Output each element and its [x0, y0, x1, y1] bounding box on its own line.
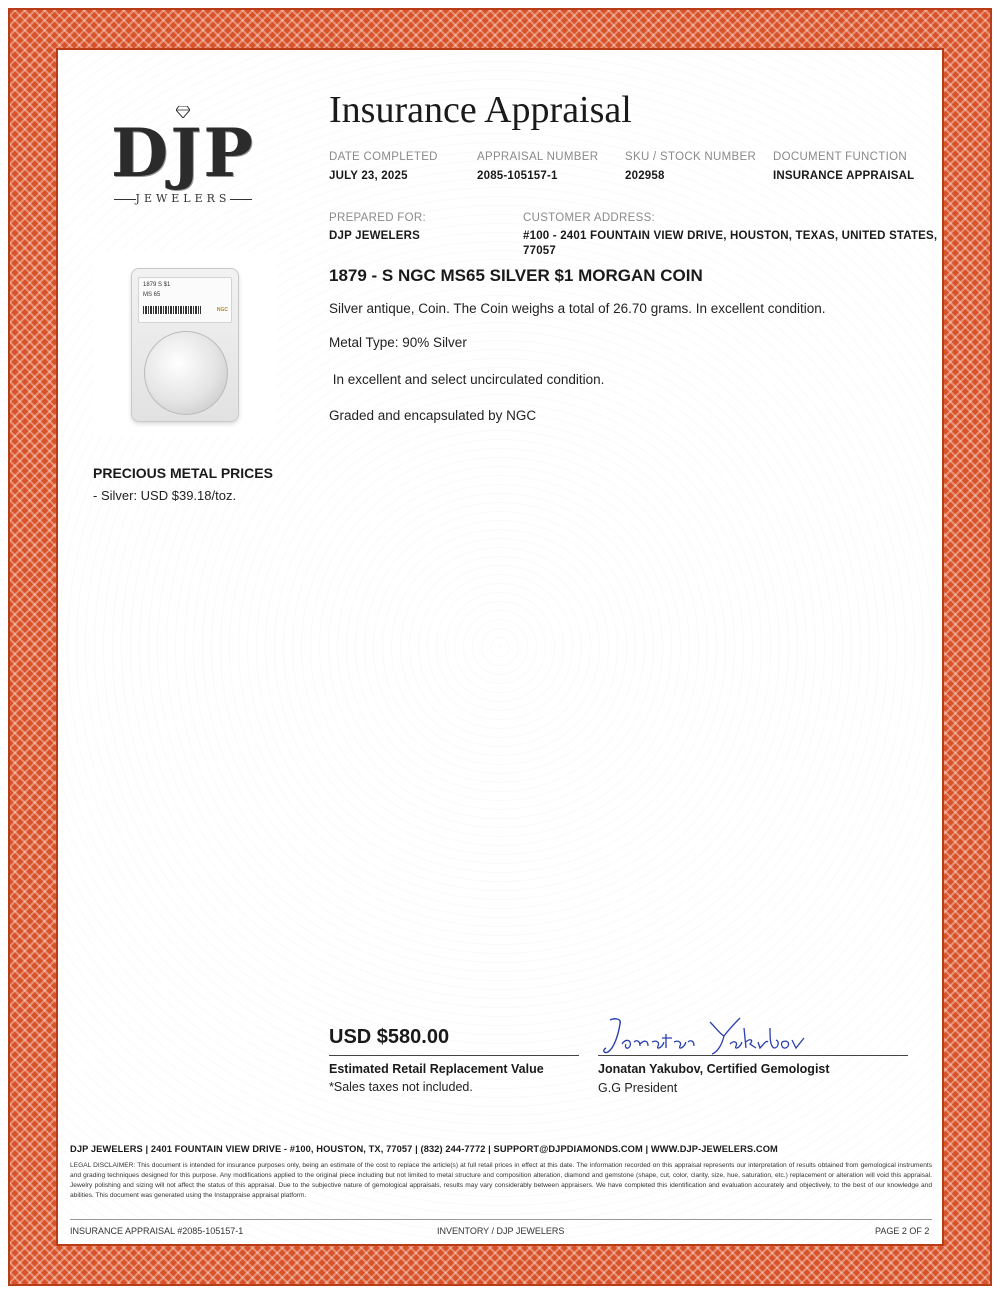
sku-label: SKU / STOCK NUMBER: [625, 151, 757, 163]
logo-letters: DJP: [110, 114, 256, 192]
signer-name: Jonatan Yakubov, Certified Gemologist: [598, 1062, 830, 1076]
djp-logo: [108, 106, 258, 210]
prepared-for-value: DJP JEWELERS: [329, 230, 421, 242]
prepared-for-label: PREPARED FOR:: [329, 212, 426, 224]
slab-label-grade: MS 65: [143, 292, 161, 298]
footer-contact: DJP JEWELERS | 2401 FOUNTAIN VIEW DRIVE - #100, HOUSTON, TX, 77057 | (832) 244-7772 | SUPPORT@DJPDIAMONDS.COM | WWW.DJP-JEWELERS.COM: [70, 1144, 778, 1154]
signer-title: G.G President: [598, 1081, 678, 1095]
barcode: [143, 306, 201, 314]
item-condition: In excellent and select uncirculated condition.: [329, 372, 605, 387]
sku-value: 202958: [625, 170, 665, 182]
item-description: Silver antique, Coin. The Coin weighs a total of 26.70 grams. In excellent condition.: [329, 301, 826, 316]
logo-subtitle: JEWELERS: [135, 192, 231, 205]
signature: [600, 1014, 820, 1058]
value-label: Estimated Retail Replacement Value: [329, 1062, 544, 1076]
item-grading: Graded and encapsulated by NGC: [329, 408, 537, 423]
date-completed-value: JULY 23, 2025: [329, 170, 408, 182]
footer-divider: [70, 1219, 932, 1220]
precious-metal-silver: - Silver: USD $39.18/toz.: [93, 488, 237, 503]
customer-address-line1: #100 - 2401 FOUNTAIN VIEW DRIVE, HOUSTON, TEXAS, UNITED STATES,: [523, 230, 938, 242]
item-title: 1879 - S NGC MS65 SILVER $1 MORGAN COIN: [329, 266, 703, 285]
precious-metals-title: PRECIOUS METAL PRICES: [93, 465, 273, 481]
legal-disclaimer: LEGAL DISCLAIMER: This document is intended for insurance purposes only, being an estimate of the cost to replace the article(s) at full retail prices in effect at this date. The information recorded on this appraisal represents our interpretation of results obtained from gemological instruments and grading techniques designed for this purpose. Any modifications applied to the original piece including but not limited to metal structure and composition alteration, diamond and gemstone (shape, cut, color, clarity, size, hue, saturation, etc.) replacement or alteration will void this appraisal. Jewelry polishing and sizing will not affect the status of this appraisal. Due to the subjective nature of gemological appraisals, results may vary considerably between appraisers. We have completed this identification and evaluation accurately and objectively, to the best of our knowledge and abilities. This document was generated using the Instappraise appraisal platform.: [70, 1162, 932, 1199]
footer-appraisal-id: INSURANCE APPRAISAL #2085-105157-1: [70, 1226, 244, 1236]
date-completed-label: DATE COMPLETED: [329, 151, 438, 163]
coin: [144, 331, 228, 415]
page-number: PAGE 2 OF 2: [875, 1226, 930, 1236]
document-function-value: INSURANCE APPRAISAL: [773, 170, 915, 182]
coin-photo: [93, 252, 277, 436]
metal-type: Metal Type: 90% Silver: [329, 335, 467, 350]
logo-divider-right: [230, 199, 252, 200]
slab-label-text: 1879 S $1: [143, 282, 171, 288]
value-rule: [329, 1055, 579, 1056]
appraisal-number-label: APPRAISAL NUMBER: [477, 151, 599, 163]
customer-address-label: CUSTOMER ADDRESS:: [523, 212, 656, 224]
value-note: *Sales taxes not included.: [329, 1080, 473, 1094]
ngc-brand: NGC: [216, 307, 228, 313]
signature-rule: [598, 1055, 908, 1056]
coin-slab: [131, 268, 239, 422]
footer-inventory: INVENTORY / DJP JEWELERS: [437, 1226, 565, 1236]
customer-address-line2: 77057: [523, 245, 556, 257]
slab-label: [138, 277, 232, 323]
page-title: Insurance Appraisal: [329, 89, 632, 131]
appraisal-number-value: 2085-105157-1: [477, 170, 558, 182]
appraised-value: USD $580.00: [329, 1026, 450, 1048]
document-function-label: DOCUMENT FUNCTION: [773, 151, 907, 163]
